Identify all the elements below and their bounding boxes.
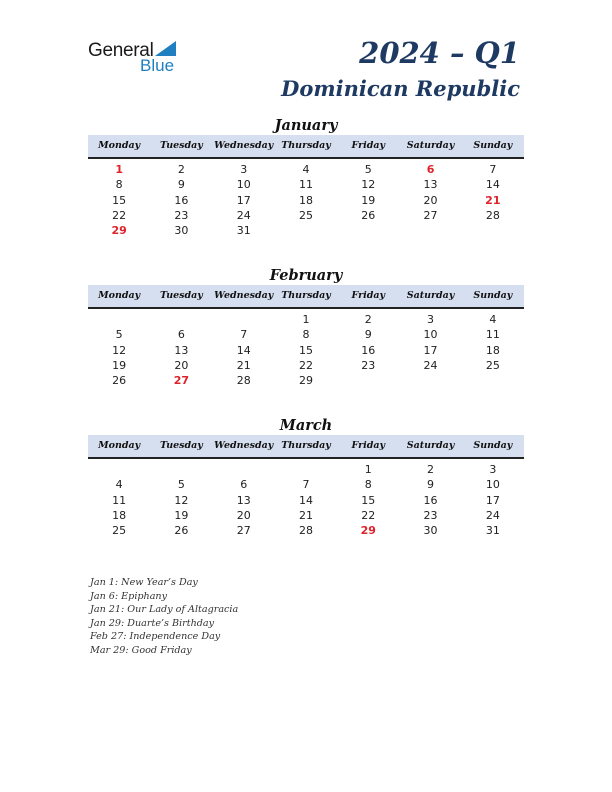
- date-cell: [275, 223, 337, 238]
- week-row: [88, 373, 524, 388]
- date-cell: 5: [364, 163, 372, 176]
- week-row: [88, 493, 524, 508]
- page-title: 2024 – Q1: [359, 36, 520, 70]
- date-cell: 1: [364, 463, 372, 476]
- week-row: [88, 162, 524, 177]
- date-cell: [88, 312, 150, 327]
- holiday-date-cell: 1: [115, 163, 123, 176]
- weekday-label: Monday: [98, 440, 141, 451]
- date-cell: 15: [298, 343, 313, 357]
- date-cell: 3: [240, 163, 248, 176]
- logo-word-general: General: [88, 40, 154, 61]
- holiday-date-cell: 27: [173, 374, 190, 388]
- date-cell: [275, 462, 337, 477]
- date-cell: [88, 462, 150, 477]
- date-cell: 18: [485, 343, 500, 357]
- weekday-label: Wednesday: [214, 290, 274, 301]
- date-cell: 30: [174, 224, 189, 238]
- holiday-item: Jan 1: New Year’s Day: [90, 577, 198, 588]
- date-cell: 23: [423, 508, 438, 522]
- date-cell: 2: [427, 463, 435, 476]
- month-march: [88, 416, 524, 538]
- date-cell: 5: [115, 328, 123, 342]
- date-cell: [462, 373, 524, 388]
- weekday-label: Friday: [351, 290, 386, 301]
- holiday-date-cell: 29: [360, 524, 376, 538]
- holiday-item: Jan 6: Epiphany: [90, 590, 168, 602]
- date-cell: 26: [361, 208, 376, 222]
- week-row: [88, 223, 524, 238]
- date-cell: 19: [174, 508, 189, 522]
- date-cell: 7: [302, 478, 310, 492]
- week-row: [88, 312, 524, 327]
- date-cell: 9: [177, 178, 185, 192]
- date-cell: 1: [302, 313, 310, 326]
- date-cell: 24: [485, 508, 500, 522]
- date-cell: 28: [236, 374, 251, 388]
- weekday-header-row: [88, 285, 524, 309]
- week-row: [88, 343, 524, 358]
- month-name: January: [274, 117, 338, 134]
- date-cell: 12: [174, 493, 189, 507]
- weekday-label: Saturday: [406, 140, 455, 151]
- date-cell: 15: [361, 493, 376, 507]
- weekday-header-row: [88, 435, 524, 459]
- date-cell: 14: [485, 178, 500, 192]
- date-cell: 13: [174, 343, 189, 357]
- date-cell: [150, 312, 212, 327]
- date-cell: 11: [298, 178, 313, 192]
- date-cell: 7: [240, 328, 248, 342]
- date-cell: 3: [489, 463, 497, 476]
- holiday-item: Mar 29: Good Friday: [90, 644, 192, 656]
- date-cell: 16: [361, 343, 376, 357]
- date-cell: 11: [112, 493, 127, 507]
- date-cell: [337, 223, 399, 238]
- date-cell: 7: [489, 163, 497, 176]
- date-cell: 23: [174, 208, 189, 222]
- weekday-label: Wednesday: [214, 440, 274, 451]
- logo-word-blue: Blue: [140, 56, 175, 75]
- date-cell: 21: [236, 358, 251, 372]
- weekday-label: Saturday: [406, 440, 455, 451]
- date-cell: 17: [485, 493, 500, 507]
- weekday-label: Thursday: [281, 140, 331, 151]
- weekday-label: Thursday: [281, 440, 331, 451]
- week-row: [88, 508, 524, 523]
- weekday-label: Sunday: [473, 140, 513, 151]
- weekday-label: Tuesday: [160, 290, 203, 301]
- date-cell: 24: [423, 358, 438, 372]
- weekday-label: Saturday: [406, 290, 455, 301]
- weekday-label: Monday: [98, 140, 141, 151]
- date-cell: [462, 223, 524, 238]
- date-cell: 24: [236, 208, 251, 222]
- weekday-label: Friday: [351, 440, 386, 451]
- date-cell: 27: [236, 524, 251, 538]
- date-cell: 5: [177, 478, 185, 492]
- date-cell: 20: [423, 193, 438, 207]
- holiday-item: Jan 29: Duarte’s Birthday: [90, 617, 215, 629]
- date-cell: 11: [485, 328, 500, 342]
- week-row: [88, 177, 524, 192]
- week-row: [88, 477, 524, 492]
- weekday-label: Sunday: [473, 440, 513, 451]
- date-cell: 26: [112, 374, 127, 388]
- date-cell: 25: [298, 208, 313, 222]
- weekday-label: Tuesday: [160, 440, 203, 451]
- date-cell: 18: [298, 193, 313, 207]
- date-cell: 4: [302, 163, 310, 176]
- weekday-label: Tuesday: [160, 140, 203, 151]
- date-cell: 22: [112, 208, 127, 222]
- date-cell: [213, 312, 275, 327]
- date-cell: 2: [364, 313, 372, 326]
- month-name: February: [269, 267, 343, 284]
- date-cell: 29: [298, 374, 313, 388]
- date-cell: 2: [177, 163, 185, 176]
- weekday-label: Monday: [98, 290, 141, 301]
- holiday-date-cell: 29: [111, 224, 127, 238]
- holiday-item: Jan 21: Our Lady of Altagracia: [90, 604, 239, 616]
- date-cell: 12: [361, 178, 376, 192]
- weekday-label: Wednesday: [214, 140, 274, 151]
- date-cell: 16: [423, 493, 438, 507]
- weekday-label: Sunday: [473, 290, 513, 301]
- country-subtitle: Dominican Republic: [281, 76, 520, 101]
- week-row: [88, 327, 524, 342]
- date-cell: 26: [174, 524, 189, 538]
- date-cell: 10: [423, 328, 438, 342]
- date-cell: 23: [361, 358, 376, 372]
- week-row: [88, 208, 524, 223]
- date-cell: 4: [489, 313, 497, 326]
- date-cell: 17: [236, 193, 251, 207]
- week-row: [88, 462, 524, 477]
- holiday-list: [90, 576, 238, 658]
- holiday-date-cell: 21: [485, 193, 501, 207]
- date-cell: 8: [302, 328, 310, 342]
- date-cell: 10: [236, 178, 251, 192]
- date-cell: 12: [112, 343, 127, 357]
- date-cell: 9: [364, 328, 372, 342]
- date-cell: 10: [485, 478, 500, 492]
- date-cell: 14: [298, 493, 313, 507]
- date-cell: 28: [485, 208, 500, 222]
- date-cell: [337, 373, 399, 388]
- generalblue-logo: [88, 40, 188, 76]
- logo-triangle-icon: [155, 41, 176, 56]
- date-cell: 3: [427, 313, 435, 326]
- date-cell: 25: [485, 358, 500, 372]
- date-cell: 31: [236, 224, 251, 238]
- date-cell: 20: [236, 508, 251, 522]
- date-cell: 22: [361, 508, 376, 522]
- date-cell: 13: [236, 493, 251, 507]
- date-cell: 30: [423, 524, 438, 538]
- date-cell: 8: [115, 178, 123, 192]
- date-cell: 31: [485, 524, 500, 538]
- date-cell: 25: [112, 524, 127, 538]
- date-cell: [399, 223, 461, 238]
- weekday-label: Thursday: [281, 290, 331, 301]
- week-row: [88, 193, 524, 208]
- date-cell: 27: [423, 208, 438, 222]
- weekday-label: Friday: [351, 140, 386, 151]
- date-cell: 17: [423, 343, 438, 357]
- date-cell: 20: [174, 358, 189, 372]
- date-cell: 22: [298, 358, 313, 372]
- month-february: [88, 266, 524, 388]
- date-cell: [213, 462, 275, 477]
- date-cell: [150, 462, 212, 477]
- holiday-item: Feb 27: Independence Day: [90, 631, 221, 643]
- weekday-header-row: [88, 135, 524, 159]
- month-january: [88, 116, 524, 238]
- week-row: [88, 523, 524, 538]
- week-row: [88, 358, 524, 373]
- date-cell: 6: [177, 328, 185, 342]
- date-cell: 19: [361, 193, 376, 207]
- holiday-date-cell: 6: [426, 163, 435, 176]
- date-cell: 8: [364, 478, 372, 492]
- date-cell: 14: [236, 343, 251, 357]
- date-cell: [399, 373, 461, 388]
- date-cell: 15: [112, 193, 127, 207]
- month-name: March: [279, 417, 333, 434]
- date-cell: 16: [174, 193, 189, 207]
- date-cell: 6: [240, 478, 248, 492]
- date-cell: 13: [423, 178, 438, 192]
- date-cell: 21: [298, 508, 313, 522]
- date-cell: 4: [115, 478, 123, 492]
- date-cell: 19: [112, 358, 127, 372]
- date-cell: 18: [112, 508, 127, 522]
- date-cell: 28: [298, 524, 313, 538]
- date-cell: 9: [427, 478, 435, 492]
